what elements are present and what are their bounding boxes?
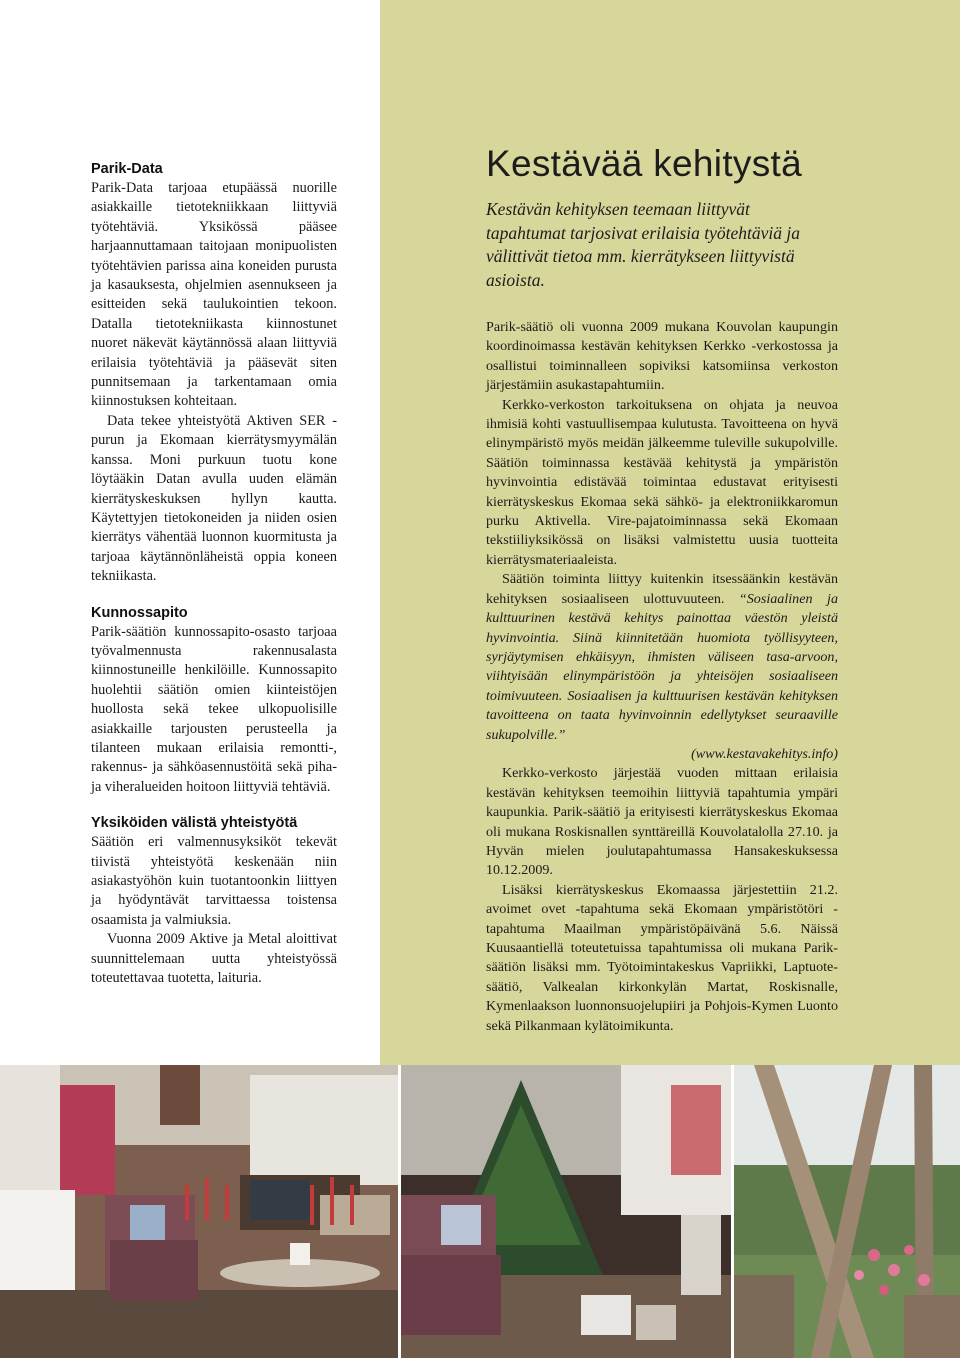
left-column xyxy=(0,0,380,1065)
paragraph-text: Säätiön toiminta liittyy kuitenkin itsessäänkin kestävän kehityksen sosiaaliseen ulottuvuuteen. xyxy=(486,571,838,607)
article-body xyxy=(486,318,838,1036)
paragraph: Parik-Data tarjoaa etupäässä nuorille asiakkaille tietotekniikkaan liittyviä työtehtäviä. Yksikössä pääsee harjaannuttamaan taitojaan monipuolisten työtehtävien parissa aina koneiden purusta ja kasauksesta, ohjelmien asennukseen ja esitteiden sekä taulukointien tekoon. Datalla tietotekniikasta kiinnostunet nuoret näkevät käytännössä alaan liittyviä erilaisia työtehtäviä ja pääsevät siten punnitsemaan ja tarkentamaan omia kiinnostuksen kohteitaan. xyxy=(91,180,337,410)
paragraph: Kerkko-verkoston tarkoituksena on ohjata ja neuvoa ihmisiä kohti vastuullisempaa kulutusta. Tavoitteena on hyvä elinympäristö myös meidän jälkeemme tuleville sukupolville. Säätiön toiminnassa kestävää kehitystä ja ympäristön hyvinvointia edistävää toimintaa edustavat erityisesti kierrätyskeskus Ekomaa sekä sähkö- ja elektroniikkaromun purku Aktivella. Vire-pajatoiminnassa sekä Ekomaan tekstiiliyksikössä on lisäksi valmistettu uusia tuotteita kierrätysmateriaaleista. xyxy=(486,396,838,568)
paragraph: Säätiön eri valmennusyksiköt tekevät tiivistä yhteistyötä keskenään niin asiakastyöhön kuin tuotantoonkin liittyen ja hyödyntävät tarvittaessa toistensa osaamista ja valmiuksia. xyxy=(91,834,337,928)
paragraph: Parik-säätiö oli vuonna 2009 mukana Kouvolan kaupungin koordinoimassa kestävän kehityksen Kerkko -verkostossa ja osallistui toiminnalleen sopiviksi katsomiinsa verkoston järjestämiin asukastapahtumiin. xyxy=(486,319,838,394)
paragraph: Parik-säätiön kunnossapito-osasto tarjoaa työvalmennusta rakennusalasta kiinnostuneille henkilöille. Kunnossapito huolehtii säätiön omien kiinteistöjen huollosta sekä tekee ulkopuolisille asiakkaille tarjousten perusteella ja tilanteen mukaan erilaisia remontti-, rakennus- ja sähköasennustöitä sekä piha- ja viheralueiden hoitoon liittyviä tehtäviä. xyxy=(91,623,337,795)
paragraph: Vuonna 2009 Aktive ja Metal aloittivat suunnittelemaan uutta yhteistyössä toteutettavaa tuotetta, laituria. xyxy=(91,931,337,987)
photo-christmas-tree xyxy=(401,1065,731,1358)
section-heading-yhteistyo: Yksiköiden välistä yhteistyötä xyxy=(91,815,298,832)
photo-strip xyxy=(0,1065,960,1358)
section-heading-kunnossapito: Kunnossapito xyxy=(91,604,188,621)
paragraph: Lisäksi kierrätyskeskus Ekomaassa järjestettiin 21.2. avoimet ovet -tapahtuma sekä Ekomaan ympäristötöri -tapahtuma Maailman ympäristöpäivänä 5.6. Näissä Kuusaantiellä toteutetuissa tapahtumissa oli mukana Parik-säätiön lisäksi mm. Työtoimintakeskus Vapriikki, Laptuote-säätiö, Valkealan kirkonkylän Martat, Roskisnalle, Kymenlaakson luonnonsuojelupiiri ja Pohjois-Kymen Luonto sekä Pilkanmaan kylätoimikunta. xyxy=(486,881,838,1034)
source-citation: (www.kestavakehitys.info) xyxy=(691,745,838,762)
left-text xyxy=(91,160,337,988)
photo-wooden-poles-flowers xyxy=(734,1065,960,1358)
paragraph: Kerkko-verkosto järjestää vuoden mittaan erilaisia kestävän kehityksen teemoihin liittyviä tapahtumia ympäri kaupunkia. Parik-säätiö ja erityisesti kierrätyskeskus Ekomaa oli mukana Roskisnallen synttäreillä Kouvolatalolla 27.10. ja Hyvän mielen joulutapahtumassa Hansakeskuksessa 10.12.2009. xyxy=(486,765,838,879)
lead-paragraph: Kestävän kehityksen teemaan liittyvät tapahtumat tarjosivat erilaisia työtehtäviä ja välittivät tietoa mm. kierrätykseen liittyvistä asioista. xyxy=(486,199,801,290)
right-column-panel xyxy=(380,0,960,1065)
paragraph: Data tekee yhteistyötä Aktiven SER -purun ja Ekomaan kierrätysmyymälän kanssa. Moni purkuun tuotu kone löytääkin Datan avulla uuden elämän kierrätyskeskuksen hyllyn kautta. Käytettyjen tietokoneiden ja niiden osien kierrätys vähentää luonnon kuormitusta ja tarjoaa käytännönläheistä oppia koneen tekniikasta. xyxy=(91,412,337,585)
right-text xyxy=(486,142,838,1036)
photo-shop-armchair xyxy=(0,1065,398,1358)
quote: “Sosiaalinen ja kulttuurinen kestävä kehitys painottaa väestön yleistä hyvinvointia. Siinä kiinnitetään huomiota työllisyyteen, syrjäytymisen ehkäisyyn, ihmisten väliseen tasa-arvoon, viihtyisään elinympäristöön ja yhteisöjen sosiaaliseen toimivuuteen. Sosiaalisen ja kulttuurisen kestävän kehityksen tavoitteena on taata hyvinvoinnin edellytykset seuraaville sukupolville.” xyxy=(486,590,838,743)
paragraph xyxy=(486,570,838,745)
page-title: Kestävää kehitystä xyxy=(486,143,802,184)
section-heading-parik-data: Parik-Data xyxy=(91,161,163,177)
